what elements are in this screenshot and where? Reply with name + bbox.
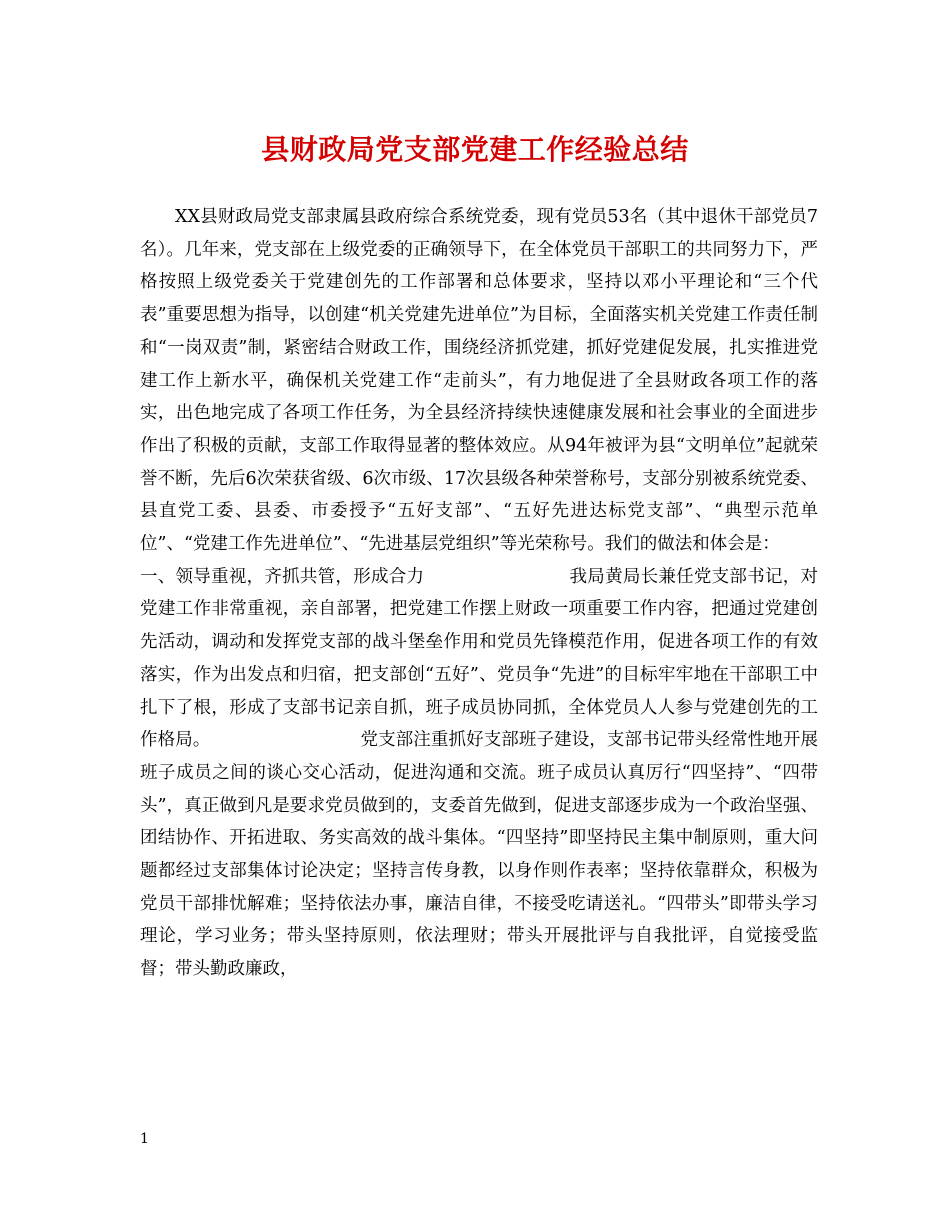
section-1-heading: 一、领导重视，齐抓共管，形成合力 <box>140 566 425 587</box>
document-body <box>140 201 818 986</box>
page-number: 1 <box>140 1131 149 1147</box>
document-title: 县财政局党支部党建工作经验总结 <box>261 133 689 166</box>
section-1-text-a: 我局黄局长兼任党支部书记，对党建工作非常重视，亲自部署，把党建工作摆上财政一项重要工作内容，把通过党建创先活动，调动和发挥党支部的战斗堡垒作用和党员先锋模范作用，促进各项工作的有效落实，作为出发点和归宿，把支部创“五好”、党员争“先进”的目标牢牢地在干部职工中扎下了根，形成了支部书记亲自抓，班子成员协同抓，全体党员人人参与党建创先的工作格局。 <box>140 566 818 751</box>
section-1-paragraph <box>140 561 818 986</box>
section-1-text-b: 党支部注重抓好支部班子建设，支部书记带头经常性地开展班子成员之间的谈心交心活动，促进沟通和交流。班子成员认真厉行“四坚持”、“四带头”，真正做到凡是要求党员做到的，支委首先做到，促进支部逐步成为一个政治坚强、团结协作、开拓进取、务实高效的战斗集体。“四坚持”即坚持民主集中制原则，重大问题都经过支部集体讨论决定；坚持言传身教，以身作则作表率；坚持依靠群众，积极为党员干部排忧解难；坚持依法办事，廉洁自律，不接受吃请送礼。“四带头”即带头学习理论，学习业务；带头坚持原则，依法理财；带头开展批评与自我批评，自觉接受监督；带头勤政廉政， <box>140 730 819 980</box>
intro-paragraph: XX县财政局党支部隶属县政府综合系统党委，现有党员53名（其中退休干部党员7名）。几年来，党支部在上级党委的正确领导下，在全体党员干部职工的共同努力下，严格按照上级党委关于党建创先的工作部署和总体要求，坚持以邓小平理论和“三个代表”重要思想为指导，以创建“机关党建先进单位”为目标，全面落实机关党建工作责任制和“一岗双责”制，紧密结合财政工作，围绕经济抓党建，抓好党建促发展，扎实推进党建工作上新水平，确保机关党建工作“走前头”，有力地促进了全县财政各项工作的落实，出色地完成了各项工作任务，为全县经济持续快速健康发展和社会事业的全面进步作出了积极的贡献，支部工作取得显著的整体效应。从94年被评为县“文明单位”起就荣誉不断，先后6次荣获省级、6次市级、17次县级各种荣誉称号，支部分别被系统党委、县直党工委、县委、市委授予“五好支部”、“五好先进达标党支部”、“典型示范单位”、“党建工作先进单位”、“先进基层党组织”等光荣称号。我们的做法和体会是： <box>140 207 818 555</box>
